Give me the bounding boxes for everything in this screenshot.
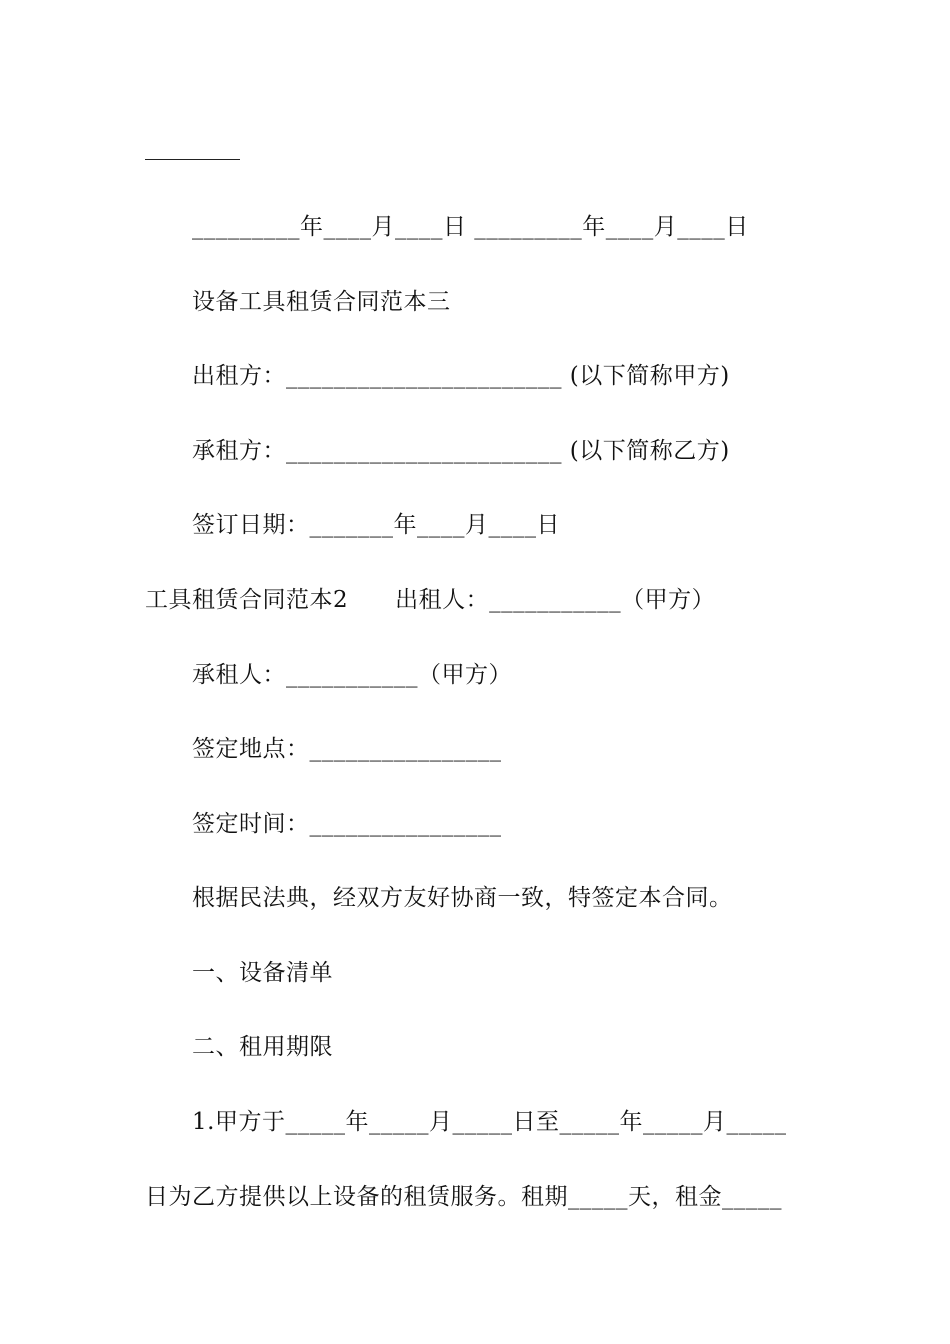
section-title: 设备工具租赁合同范本三	[192, 289, 451, 315]
lessor-line: 出租方：_______________________ (以下简称甲方)	[192, 363, 730, 389]
basis-paragraph: 根据民法典，经双方友好协商一致，特签定本合同。	[192, 885, 733, 911]
date-signature-line: _________年____月____日 _________年____月____日	[192, 214, 749, 240]
signing-place-line: 签定地点：________________	[192, 736, 502, 762]
signing-date-line: 签订日期：_______年____月____日	[192, 512, 560, 538]
sample2-heading-line: 工具租赁合同范本2 出租人：___________（甲方）	[145, 587, 716, 613]
tenant-line: 承租人：___________（甲方）	[192, 662, 512, 688]
signing-time-line: 签定时间：________________	[192, 811, 502, 837]
signature-rule	[145, 159, 240, 160]
term-line-1: 1.甲方于_____年_____月_____日至_____年_____月_____	[192, 1109, 787, 1135]
clause-two-heading: 二、租用期限	[192, 1034, 333, 1060]
clause-one-heading: 一、设备清单	[192, 960, 333, 986]
term-line-2: 日为乙方提供以上设备的租赁服务。租期_____天，租金_____	[145, 1184, 782, 1210]
lessee-line: 承租方：_______________________ (以下简称乙方)	[192, 438, 730, 464]
